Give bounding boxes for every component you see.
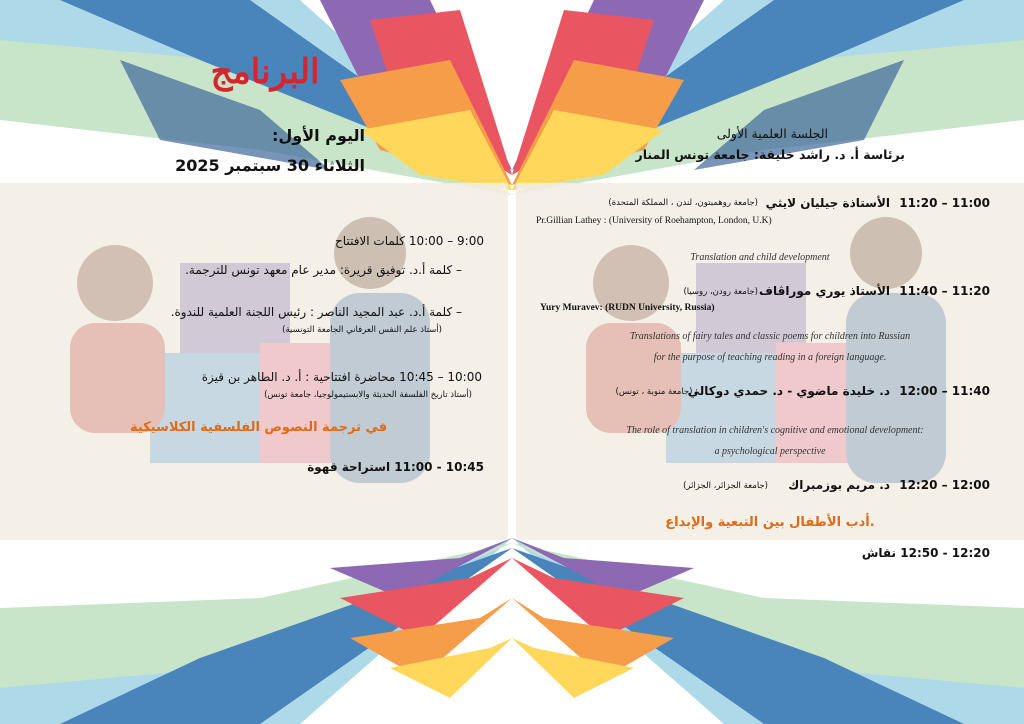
talk4-topic: أدب الأطفال بين التبعية والإبداع. <box>665 515 875 530</box>
talk3-affiliation: : (جامعة منوبة ، تونس) <box>615 387 698 397</box>
talk3-topic-line-2: a psychological perspective <box>714 446 826 457</box>
talk2-topic-line-1: Translations of fairy tales and classic poems for children into Russian <box>629 331 911 342</box>
day-label: اليوم الأول: <box>272 126 365 145</box>
brush-stroke-bottom-decoration <box>0 538 1024 724</box>
opening-lecture-line: 10:00 – 10:45 محاضرة افتتاحية : أ. د. الطاهر بن قيزة <box>201 370 482 384</box>
talk2-topic-line-2: for the purpose of teaching reading in a foreign language. <box>653 352 887 363</box>
opening-lecture-note: (أستاذ تاريخ الفلسفة الحديثة والابستيمولوجيا، جامعة تونس) <box>264 390 472 400</box>
talk4-time: 12:00 – 12:20 <box>899 478 990 492</box>
talk2-time: 11:20 – 11:40 <box>899 284 990 298</box>
opening-line: 9:00 – 10:00 كلمات الافتتاح <box>335 234 484 248</box>
session-chair: برئاسة أ. د. راشد خليفة: جامعة تونس المنار <box>635 147 905 162</box>
speech-line-1: – كلمة أ.د. توفيق قريرة: مدير عام معهد تونس للترجمة. <box>185 263 462 277</box>
talk1-affiliation: (جامعة روهمبتون، لندن ، المملكة المتحدة) <box>608 198 758 208</box>
talk1-english-name: Pr.Gillian Lathey : (University of Roehampton, London, U.K) <box>536 216 772 226</box>
talk3-time: 11:40 – 12:00 <box>899 384 990 398</box>
talk1-time: 11:00 – 11:20 <box>899 196 990 210</box>
talk1-name: الأستاذة جيليان لايثي <box>765 196 890 210</box>
speech-line-2-note: (أستاذ علم النفس العرفاني الجامعة التونسية) <box>282 325 442 335</box>
day-date: الثلاثاء 30 سبتمبر 2025 <box>175 156 365 175</box>
speech-line-2: – كلمة أ.د. عبد المجيد الناصر : رئيس اللجنة العلمية للندوة. <box>170 305 462 319</box>
talk3-names: د. خليدة ماضوي - د. حمدي دوكالي <box>687 384 890 398</box>
talk3-topic-line-1: The role of translation in children's cognitive and emotional development: <box>626 425 924 436</box>
talk4-affiliation: (جامعة الجزائر، الجزائر) <box>683 481 768 491</box>
talk2-affiliation: (جامعة رودن، روسيا) <box>683 287 758 297</box>
opening-lecture-topic: في ترجمة النصوص الفلسفية الكلاسيكية <box>130 420 388 435</box>
talk2-english-name: Yury Muravev: (RUDN University, Russia) <box>540 303 715 313</box>
talk4-name: د. مريم بوزمبراك <box>788 478 890 492</box>
session-title: الجلسة العلمية الأولى <box>716 126 828 141</box>
discussion-line: 12:20 - 12:50 نقاش <box>861 546 990 560</box>
program-title: البرنامج <box>210 52 320 92</box>
coffee-break-line: 10:45 - 11:00 استراحة قهوة <box>307 460 484 474</box>
talk1-topic: Translation and child development <box>690 252 830 263</box>
talk2-name: الأستاذ يوري موراڤاف <box>759 284 890 298</box>
